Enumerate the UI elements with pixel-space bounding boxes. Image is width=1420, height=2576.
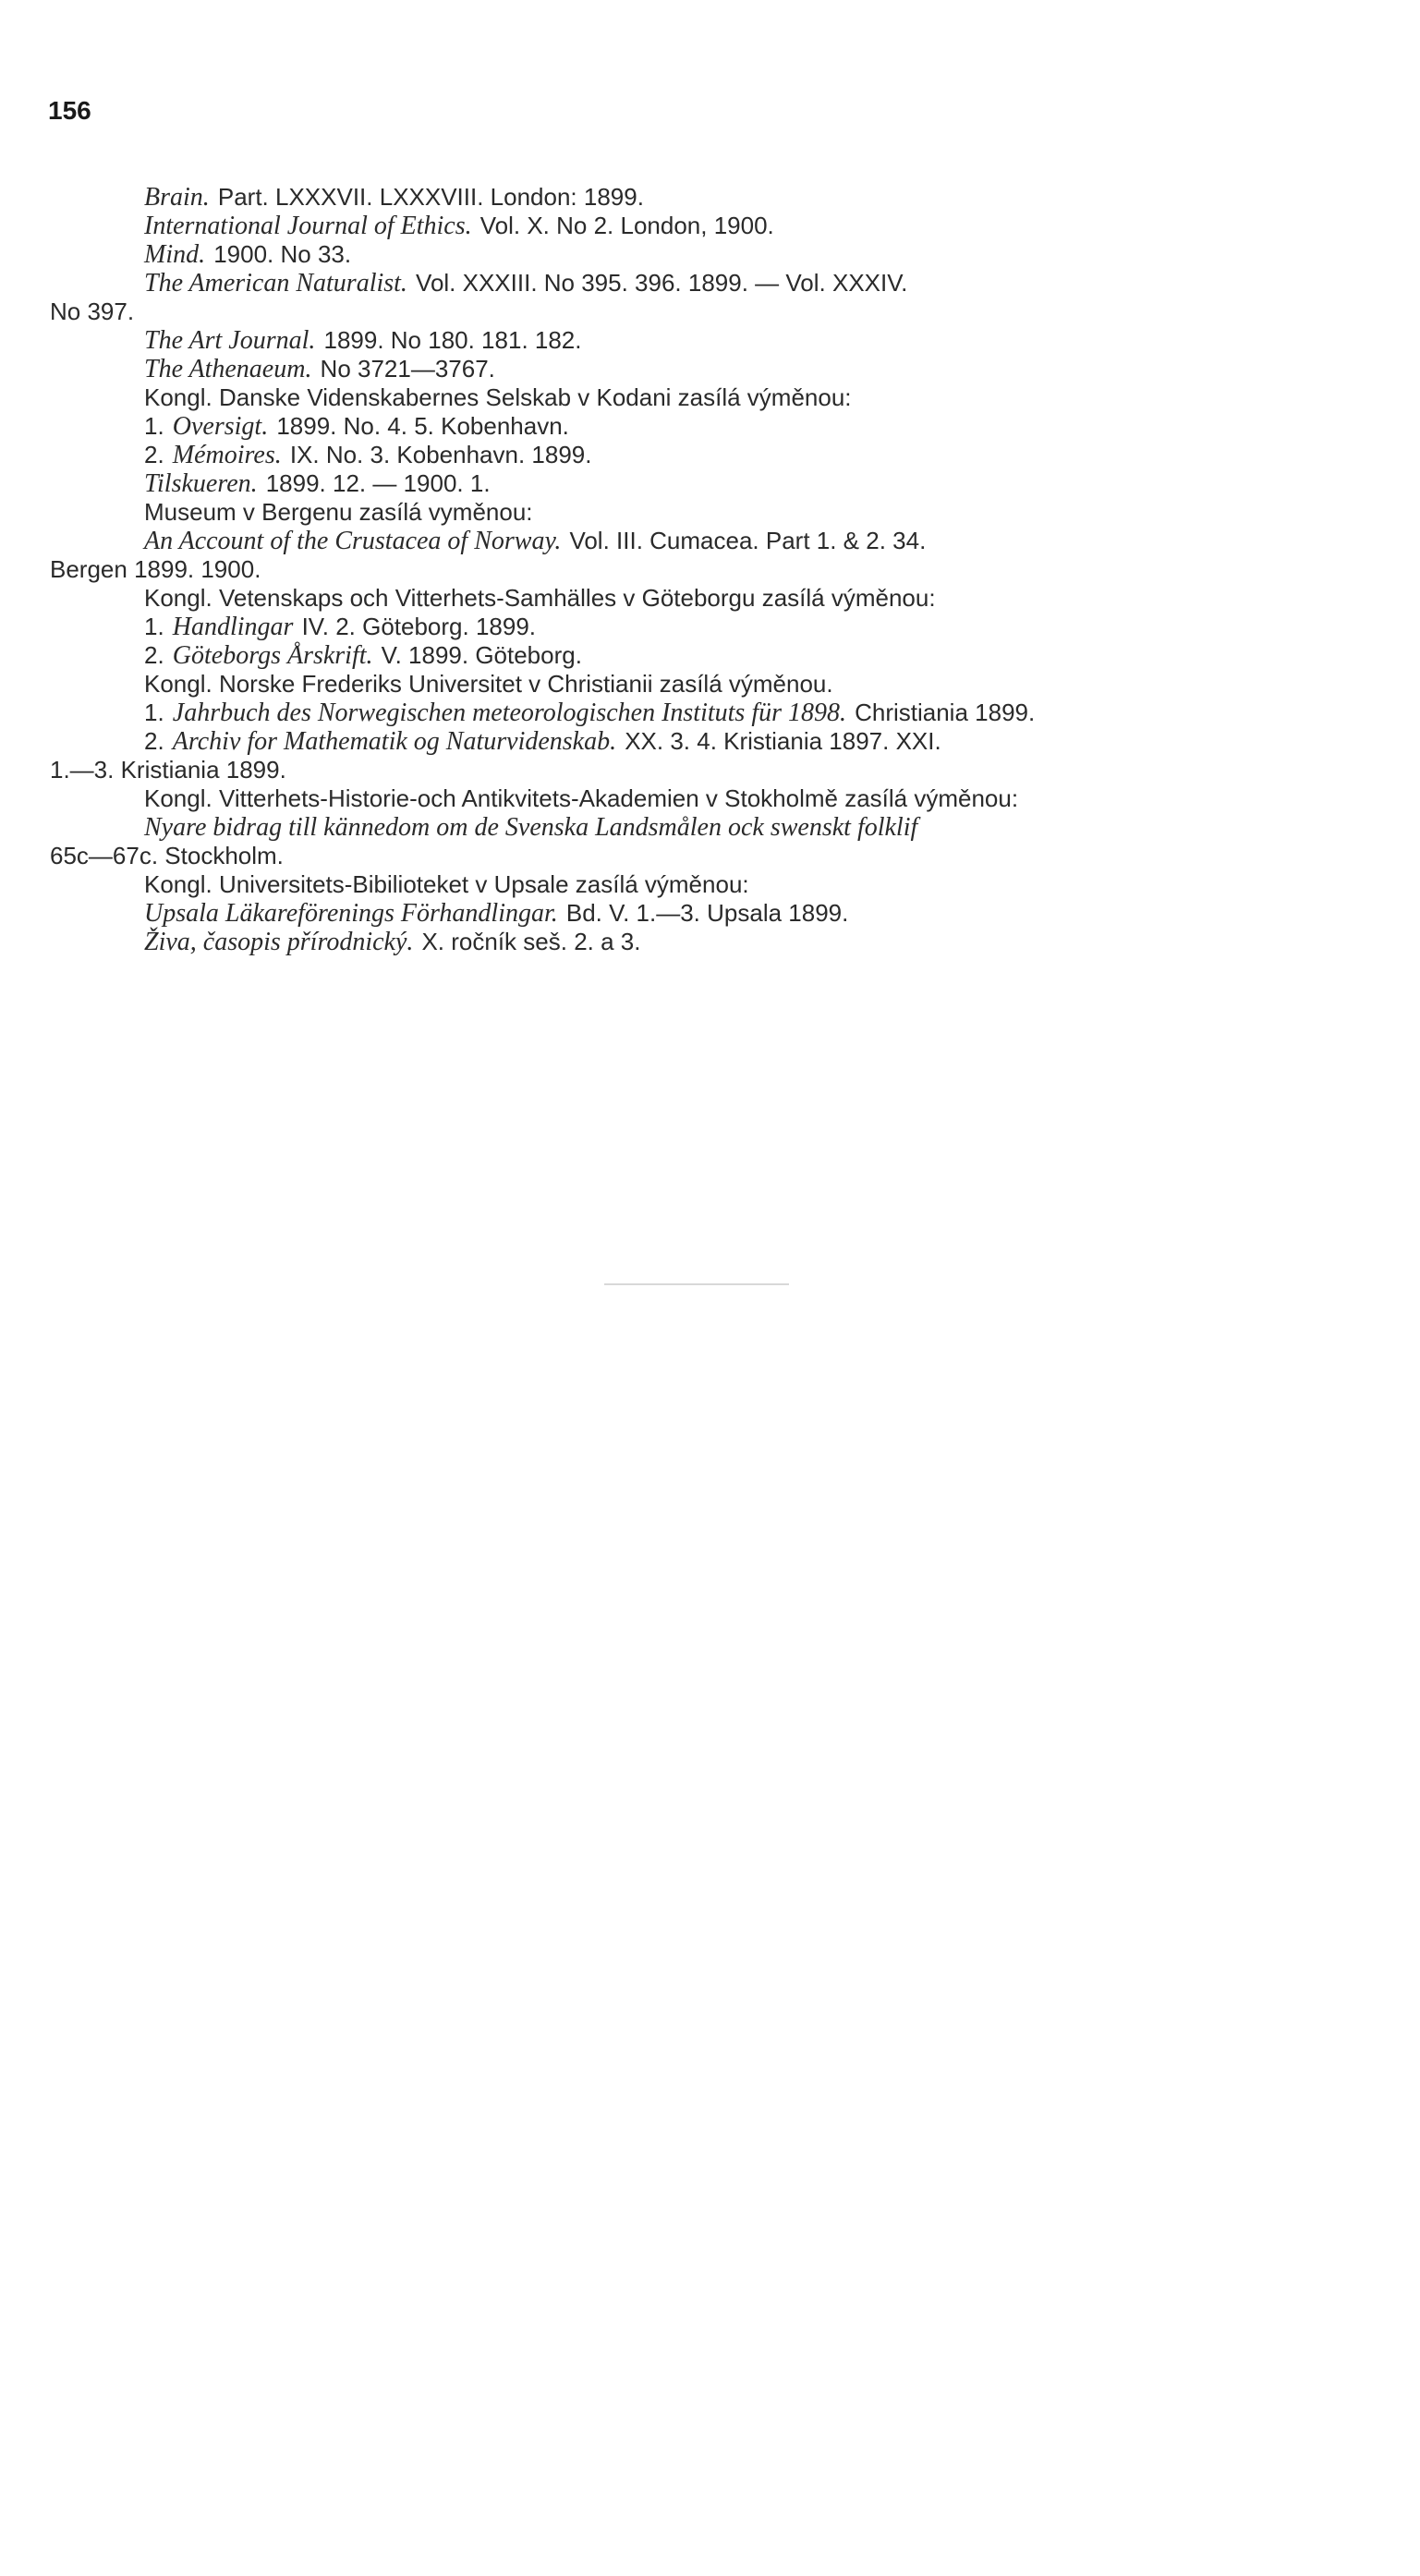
entry-details: 1.—3. Kristiania 1899. (50, 756, 286, 784)
bibliography-entry (50, 441, 1380, 469)
entry-details: Vol. XXXIII. No 395. 396. 1899. — Vol. XXXIV. (416, 269, 908, 297)
entry-title: International Journal of Ethics. (144, 212, 472, 240)
entry-details: V. 1899. Göteborg. (381, 641, 582, 669)
entry-title: An Account of the Crustacea of Norway. (144, 527, 562, 555)
bibliography-entry (50, 298, 1380, 326)
bibliography-entry (50, 784, 1380, 813)
page-number: 156 (48, 96, 91, 125)
entry-title: Tilskueren. (144, 469, 258, 498)
entry-number: 2. (144, 641, 164, 669)
entry-number: 1. (144, 412, 164, 440)
entry-details: 1899. No 180. 181. 182. (323, 326, 582, 354)
entry-number: 2. (144, 441, 164, 468)
bibliography-list (50, 183, 1380, 956)
entry-title: The American Naturalist. (144, 269, 407, 298)
bibliography-entry (50, 870, 1380, 899)
entry-details: Vol. X. No 2. London, 1900. (479, 212, 774, 239)
bibliography-entry (50, 412, 1380, 441)
entry-details: IV. 2. Göteborg. 1899. (301, 613, 537, 640)
entry-title: Nyare bidrag till kännedom om de Svenska Landsmålen ock swenskt folklif (144, 813, 918, 842)
entry-title: Živa, časopis přírodnický. (144, 928, 414, 956)
entry-details: Part. LXXXVII. LXXXVIII. London: 1899. (217, 183, 644, 211)
entry-details: Christiania 1899. (855, 699, 1036, 726)
bibliography-entry (50, 613, 1380, 641)
entry-title: The Athenaeum. (144, 355, 312, 383)
entry-details: No 3721—3767. (320, 355, 495, 383)
bibliography-entry (50, 240, 1380, 269)
bibliography-entry (50, 699, 1380, 727)
entry-details: Kongl. Vetenskaps och Vitterhets-Samhälles v Göteborgu zasílá výměnou: (144, 584, 936, 612)
bibliography-entry (50, 269, 1380, 298)
bibliography-entry (50, 383, 1380, 412)
entry-title: Göteborgs Årskrift. (172, 641, 373, 670)
entry-title: The Art Journal. (144, 326, 316, 355)
bibliography-entry (50, 842, 1380, 870)
entry-details: Kongl. Universitets-Bibilioteket v Upsale zasílá výměnou: (144, 870, 749, 898)
entry-title: Archiv for Mathematik og Naturvidenskab. (172, 727, 617, 756)
bibliography-entry (50, 584, 1380, 613)
entry-details: No 397. (50, 298, 135, 325)
entry-title: Upsala Läkareförenings Förhandlingar. (144, 899, 558, 928)
bibliography-entry (50, 928, 1380, 956)
bibliography-entry (50, 899, 1380, 928)
bibliography-entry (50, 813, 1380, 842)
bibliography-entry (50, 756, 1380, 784)
entry-details: Museum v Bergenu zasílá vyměnou: (144, 498, 533, 526)
section-divider (604, 1283, 789, 1285)
entry-title: Oversigt. (172, 412, 269, 441)
entry-details: X. ročník seš. 2. a 3. (421, 928, 641, 955)
entry-title: Brain. (144, 183, 210, 212)
entry-details: 1900. No 33. (213, 240, 352, 268)
entry-title: Jahrbuch des Norwegischen meteorologischen Instituts für 1898. (172, 699, 846, 727)
bibliography-entry (50, 727, 1380, 756)
entry-number: 1. (144, 613, 164, 640)
entry-title: Mémoires. (172, 441, 282, 469)
entry-details: 1899. 12. — 1900. 1. (265, 469, 491, 497)
bibliography-entry (50, 527, 1380, 555)
entry-number: 2. (144, 727, 164, 755)
entry-number: 1. (144, 699, 164, 726)
entry-details: XX. 3. 4. Kristiania 1897. XXI. (625, 727, 941, 755)
bibliography-entry (50, 183, 1380, 212)
bibliography-entry (50, 326, 1380, 355)
entry-details: Kongl. Norske Frederiks Universitet v Christianii zasílá výměnou. (144, 670, 833, 698)
bibliography-entry (50, 498, 1380, 527)
bibliography-entry (50, 670, 1380, 699)
bibliography-entry (50, 641, 1380, 670)
entry-title: Mind. (144, 240, 206, 269)
entry-title: Handlingar (172, 613, 294, 641)
entry-details: 1899. No. 4. 5. Kobenhavn. (276, 412, 569, 440)
entry-details: Bd. V. 1.—3. Upsala 1899. (565, 899, 849, 927)
bibliography-entry (50, 355, 1380, 383)
entry-details: IX. No. 3. Kobenhavn. 1899. (289, 441, 592, 468)
bibliography-entry (50, 555, 1380, 584)
entry-details: Kongl. Danske Videnskabernes Selskab v Kodani zasílá výměnou: (144, 383, 852, 411)
bibliography-entry (50, 469, 1380, 498)
entry-details: Bergen 1899. 1900. (50, 555, 261, 583)
entry-details: Vol. III. Cumacea. Part 1. & 2. 34. (569, 527, 927, 554)
bibliography-entry (50, 212, 1380, 240)
entry-details: 65c—67c. Stockholm. (50, 842, 284, 869)
entry-details: Kongl. Vitterhets-Historie-och Antikvitets-Akademien v Stokholmě zasílá výměnou: (144, 784, 1019, 812)
